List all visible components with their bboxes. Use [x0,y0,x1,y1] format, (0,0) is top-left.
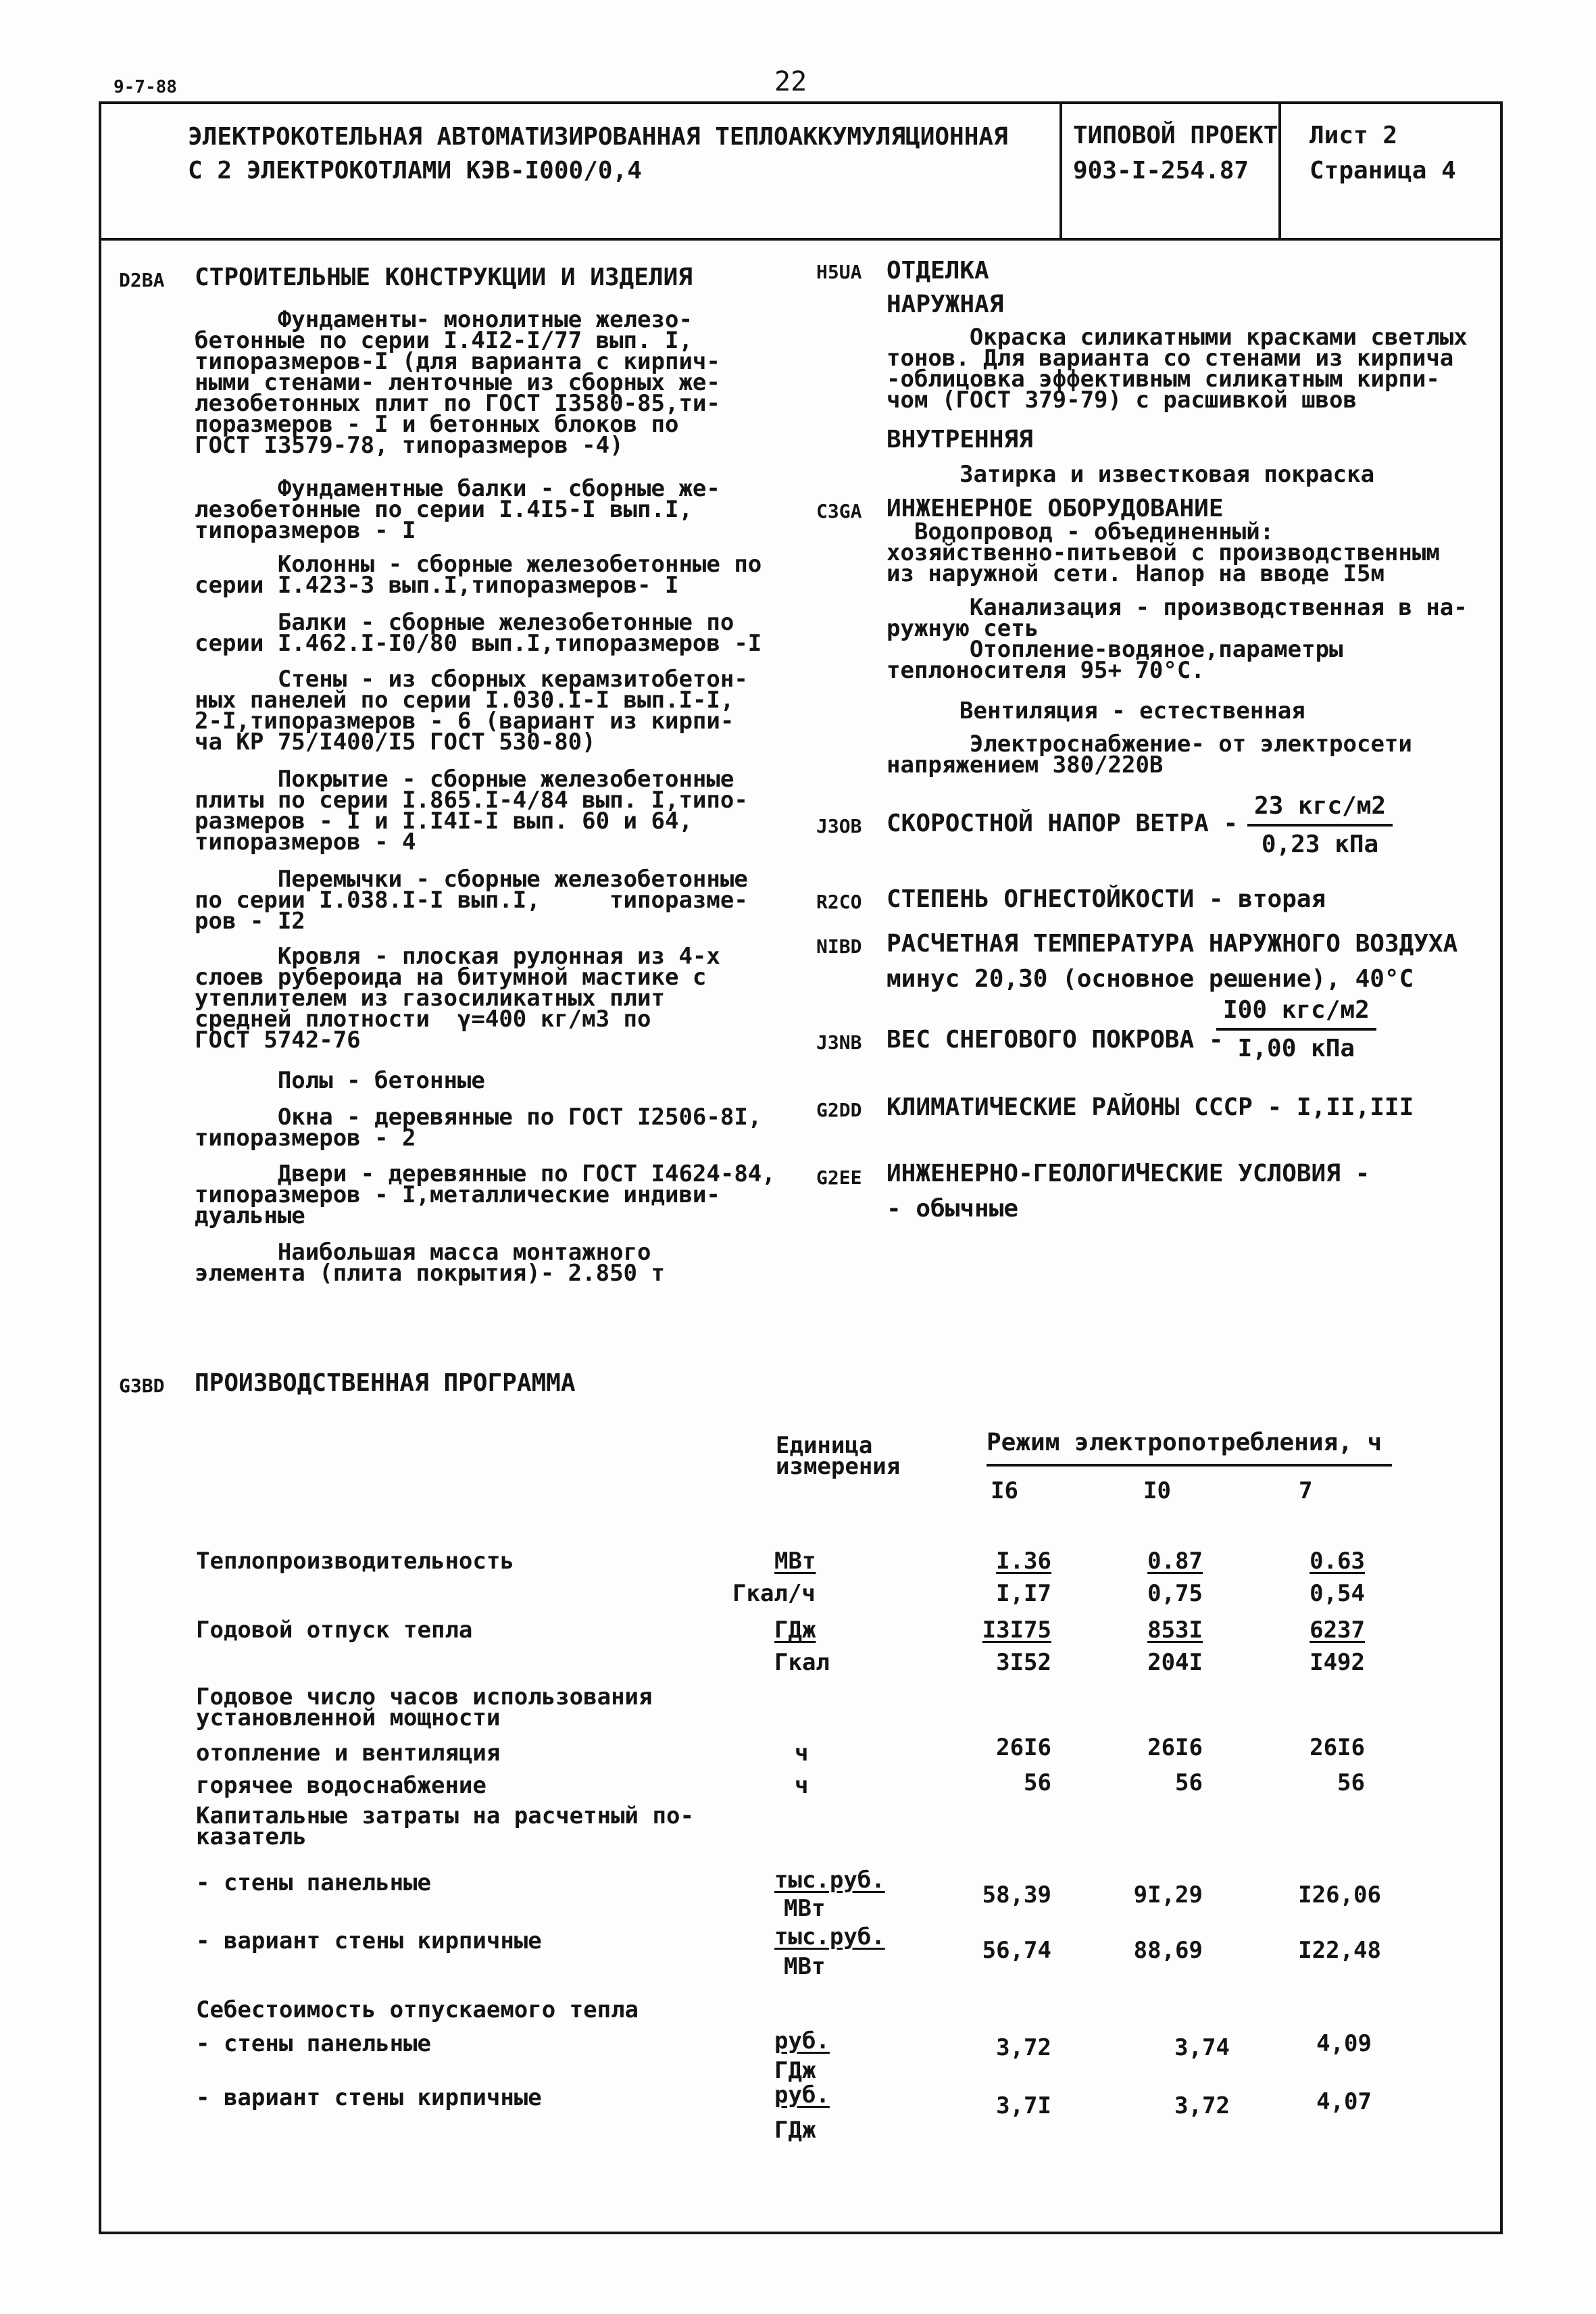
row-unit-num: руб. [774,2027,830,2054]
row-value: I22,48 [1298,1937,1381,1964]
mode-header-rule [987,1464,1392,1467]
finish-code: H5UA [816,261,862,283]
row-unit-den: МВт [784,1895,826,1922]
row-value: 56,74 [982,1937,1051,1964]
walls-text: Стены - из сборных керамзитобетон- ных панелей по серии I.030.I-I вып.I-I, 2-I,типоразмеров - 6 (вариант из кирпи- ча КР 75/I400/I5 ГОСТ 530-80) [195,666,748,756]
row-value: 3,7I [996,2092,1051,2119]
roof-slabs-text: Покрытие - сборные железобетонные плиты по серии I.865.I-4/84 вып. I,типо- размеров - I и I.I4I-I вып. 60 и 64, типоразмеров - 4 [195,766,748,856]
row-value: 56 [1337,1769,1365,1796]
climate-regions: КЛИМАТИЧЕСКИЕ РАЙОНЫ СССР - I,II,III [887,1093,1414,1121]
doors-text: Двери - деревянные по ГОСТ I4624-84, типоразмеров - I,металлические индиви- дуальные [195,1160,776,1229]
design-temperature-value: минус 20,30 (основное решение), 40°С [887,965,1414,993]
row-label: Годовое число часов использования установленной мощности [196,1683,653,1731]
row-value: 0.87 [1147,1548,1203,1575]
row-unit: Гкал [774,1649,830,1676]
row-label: - стены панельные [196,1869,431,1896]
geology-value: - обычные [887,1195,1019,1223]
page-number: 22 [774,66,807,97]
outer-finish-label: НАРУЖНАЯ [887,291,1004,318]
row-value: I3I75 [982,1617,1051,1644]
row-value: 6237 [1310,1617,1365,1644]
sheet-label: Лист 2 [1310,122,1398,149]
heating-text: Отопление-водяное,параметры теплоносителя 95+ 70°С. [887,636,1343,684]
inner-finish-text: Затирка и известковая покраска [959,461,1375,488]
page-label: Страница 4 [1310,157,1456,184]
row-label: отопление и вентиляция [196,1740,501,1767]
project-label: ТИПОВОЙ ПРОЕКТ [1073,122,1278,149]
foundation-beams-text: Фундаментные балки - сборные же- лезобетонные по серии I.4I5-I вып.I, типоразмеров - I [195,475,720,544]
mode-header: Режим электропотребления, ч [987,1429,1382,1456]
roofing-text: Кровля - плоская рулонная из 4-х слоев рубероида на битумной мастике с утеплителем из газосиликатных плит средней плотности γ=400 кг/м3 по ГОСТ 5742-76 [195,943,720,1054]
row-unit-num: тыс.руб. [774,1923,885,1950]
row-value: 0.63 [1310,1548,1365,1575]
outer-finish-text: Окраска силикатными красками светлых тонов. Для варианта со стенами из кирпича -облицовка эффективным силикатным кирпи- чом (ГОСТ 379-79) с расшивкой швов [887,324,1468,414]
row-label: горячее водоснабжение [196,1772,487,1799]
snow-value [1216,996,1376,1062]
row-label: Теплопроизводительность [196,1548,514,1575]
program-heading: ПРОИЗВОДСТВЕННАЯ ПРОГРАММА [195,1369,576,1397]
wind-code: J3OB [816,815,862,837]
row-label: Годовой отпуск тепла [196,1617,473,1644]
row-value: 3,72 [996,2034,1051,2061]
inner-finish-label: ВНУТРЕННЯЯ [887,426,1033,453]
beams-text: Балки - сборные железобетонные по серии I.462.I-I0/80 вып.I,типоразмеров -I [195,609,762,657]
construction-heading: СТРОИТЕЛЬНЫЕ КОНСТРУКЦИИ И ИЗДЕЛИЯ [195,264,693,291]
row-value: I26,06 [1298,1881,1381,1909]
unit-header: Единица измерения [776,1432,901,1480]
section-code: D2BA [119,269,165,291]
row-unit-den: МВт [784,1953,826,1980]
row-unit-num: руб. [774,2082,830,2109]
row-value: 0,54 [1310,1580,1365,1607]
fire-code: R2CO [816,891,862,913]
geology-conditions: ИНЖЕНЕРНО-ГЕОЛОГИЧЕСКИЕ УСЛОВИЯ - [887,1160,1370,1187]
row-unit-num: тыс.руб. [774,1867,885,1894]
wind-value-num: 23 кгс/м2 [1247,792,1393,827]
row-unit: ГДж [774,1617,816,1644]
row-value: 204I [1147,1649,1203,1676]
row-value: 56 [1024,1769,1051,1796]
columns-text: Колонны - сборные железобетонные по серии I.423-3 вып.I,типоразмеров- I [195,551,762,599]
sewer-text: Канализация - производственная в на- ружную сеть [887,594,1468,642]
row-label: Себестоимость отпускаемого тепла [196,1996,639,2023]
row-value: 88,69 [1133,1937,1203,1964]
document-code: 9-7-88 [114,77,177,97]
row-label: - стены панельные [196,2030,431,2057]
foundations-text: Фундаменты- монолитные железо- бетонные по серии I.4I2-I/77 вып. I, типоразмеров-I (для варианта с кирпич- ными стенами- ленточные из сборных же- лезобетонных плит по ГОСТ I3580-85,ти- поразмеров - I и бетонных блоков по ГОСТ I3579-78, типоразмеров -4) [195,306,720,459]
row-value: I.36 [996,1548,1051,1575]
row-value: 4,07 [1316,2088,1372,2115]
power-supply-text: Электроснабжение- от электросети напряжением 380/220В [887,731,1412,779]
row-value: 3,74 [1174,2034,1230,2061]
design-temperature: РАСЧЕТНАЯ ТЕМПЕРАТУРА НАРУЖНОГО ВОЗДУХА [887,930,1458,958]
max-mass-text: Наибольшая масса монтажного элемента (плита покрытия)- 2.850 т [195,1239,665,1287]
row-value: 26I6 [996,1734,1051,1761]
wind-value-den: 0,23 кПа [1261,831,1379,858]
row-value: 26I6 [1310,1734,1365,1761]
mode-7: 7 [1299,1477,1313,1504]
row-value: 3,72 [1174,2092,1230,2119]
snow-code: J3NB [816,1031,862,1054]
wind-label: СКОРОСТНОЙ НАПОР ВЕТРА - [887,810,1239,837]
row-value: 58,39 [982,1881,1051,1909]
fire-resistance: СТЕПЕНЬ ОГНЕСТОЙКОСТИ - вторая [887,885,1326,913]
row-unit-den: ГДж [774,2057,816,2084]
title-line-2: С 2 ЭЛЕКТРОКОТЛАМИ КЭВ-I000/0,4 [188,157,642,184]
temp-code: NIBD [816,935,862,958]
finish-heading: ОТДЕЛКА [887,257,989,285]
climate-code: G2DD [816,1099,862,1121]
row-value: 4,09 [1316,2030,1372,2057]
row-unit: Гкал/ч [732,1580,816,1607]
ventilation-text: Вентиляция - естественная [959,697,1305,724]
windows-text: Окна - деревянные по ГОСТ I2506-8I, типоразмеров - 2 [195,1104,762,1152]
title-line-1: ЭЛЕКТРОКОТЕЛЬНАЯ АВТОМАТИЗИРОВАННАЯ ТЕПЛОАККУМУЛЯЦИОННАЯ [188,123,1008,151]
row-value: 853I [1147,1617,1203,1644]
geology-code: G2EE [816,1166,862,1189]
row-label: - вариант стены кирпичные [196,1927,542,1954]
row-unit: МВт [774,1548,816,1575]
row-value: 0,75 [1147,1580,1203,1607]
row-value: I,I7 [996,1580,1051,1607]
row-value: 56 [1175,1769,1203,1796]
row-unit: ч [795,1772,809,1799]
row-value: 26I6 [1147,1734,1203,1761]
snow-value-num: I00 кгс/м2 [1216,996,1376,1031]
row-label: - вариант стены кирпичные [196,2084,542,2111]
snow-value-den: I,00 кПа [1237,1035,1355,1062]
row-value: I492 [1310,1649,1365,1676]
mode-10: I0 [1143,1477,1171,1504]
wind-value [1247,792,1393,858]
row-value: 3I52 [996,1649,1051,1676]
snow-label: ВЕС СНЕГОВОГО ПОКРОВА - [887,1026,1224,1054]
row-unit-den: ГДж [774,2117,816,2144]
lintels-text: Перемычки - сборные железобетонные по серии I.038.I-I вып.I, типоразме- ров - I2 [195,866,748,935]
mode-16: I6 [991,1477,1018,1504]
program-code: G3BD [119,1375,165,1397]
project-number: 903-I-254.87 [1073,157,1249,184]
row-unit: ч [795,1740,809,1767]
water-supply-text: Водопровод - объединенный: хозяйственно-питьевой с производственным из наружной сети. Напор на вводе I5м [887,518,1440,587]
floors-text: Полы - бетонные [195,1067,485,1094]
engineering-code: C3GA [816,500,862,522]
row-value: 9I,29 [1133,1881,1203,1909]
row-label: Капитальные затраты на расчетный по- казатель [196,1802,694,1850]
engineering-heading: ИНЖЕНЕРНОЕ ОБОРУДОВАНИЕ [887,495,1224,522]
